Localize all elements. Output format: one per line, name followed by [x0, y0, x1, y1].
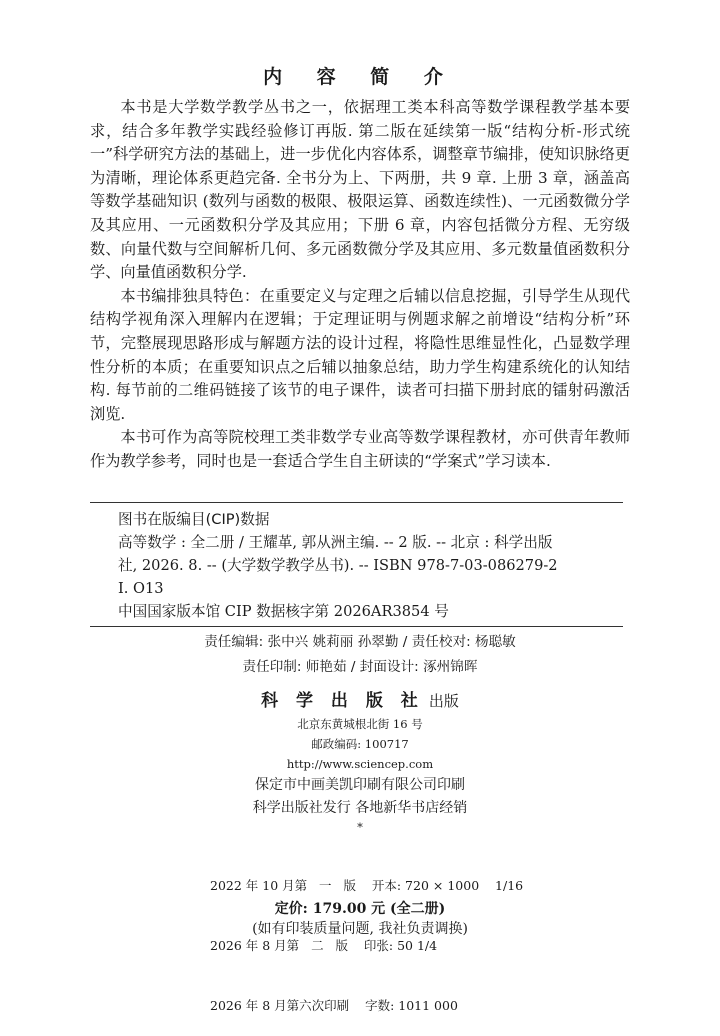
publisher-url: http://www.sciencep.com: [286, 757, 434, 771]
editors-line-1: 责任编辑: 张中兴 姚莉丽 孙翠勤 / 责任校对: 杨聪敏: [204, 634, 516, 650]
edition-line-3: 2026 年 8 月第六次印刷 字数: 1011 000: [210, 998, 458, 1013]
printer-name: 保定市中画美凯印刷有限公司印刷: [255, 777, 465, 793]
edition-line-2: 2026 年 8 月第 二 版 印张: 50 1/4: [210, 938, 438, 953]
publisher-address: 北京东黄城根北街 16 号: [297, 717, 423, 731]
cip-line-4: 中国国家版本馆 CIP 数据核字第 2026AR3854 号: [118, 603, 449, 620]
distribution-line: 科学出版社发行 各地新华书店经销: [252, 800, 468, 816]
publisher-suffix: 出版: [428, 692, 459, 710]
price-label: 定价: 179.00 元 (全二册): [274, 901, 446, 917]
intro-paragraph-1: 本书是大学数学教学丛书之一，依据理工类本科高等数学课程教学基本要求，结合多年教学实践经验修订再版. 第二版在延续第一版“结构分析-形式统一”科学研究方法的基础上，进一步优化内容体系，调整章节编排，使知识脉络更为清晰，理论体系更趋完备. 全书分为上、下两册，共 9 章. 上册 3 章，涵盖高等数学基础知识 (数列与函数的极限、极限运算、函数连续性)、一元函数微分学及其应用、一元函数积分学及其应用；下册 6 章，内容包括微分方程、无穷级数、向量代数与空间解析几何、多元函数微分学及其应用、多元数量值函数积分学、向量值函数积分学.: [90, 98, 630, 282]
cip-line-3: Ⅰ. O13: [118, 580, 164, 597]
cip-bottom-rule: [90, 626, 623, 627]
cip-line-1: 高等数学 : 全二册 / 王耀革, 郭从洲主编. -- 2 版. -- 北京 : 科学出版: [118, 534, 553, 551]
separator-star: *: [357, 820, 363, 834]
quality-notice: (如有印装质量问题, 我社负责调换): [252, 921, 468, 937]
publisher-block: [0, 688, 720, 834]
cip-line-2: 社, 2026. 8. -- (大学数学教学丛书). -- ISBN 978-7-03-086279-2: [118, 557, 558, 574]
editors-line-2: 责任印制: 师艳茹 / 封面设计: 涿州锦晖: [242, 659, 478, 675]
publisher-logo-text: 科 学 出 版 社: [261, 691, 424, 711]
cip-heading: 图书在版编目(CIP)数据: [118, 511, 270, 528]
cip-block: [118, 508, 638, 623]
intro-section: [90, 96, 630, 474]
cip-top-rule: [90, 502, 623, 503]
intro-paragraph-3: 本书可作为高等院校理工类非数学专业高等数学课程教材，亦可供青年教师作为教学参考，同时也是一套适合学生自主研读的“学案式”学习读本.: [90, 428, 630, 470]
edition-line-1: 2022 年 10 月第 一 版 开本: 720 × 1000 1/16: [210, 878, 524, 893]
page-title: 内 容 简 介: [263, 66, 457, 88]
intro-paragraph-2: 本书编排独具特色：在重要定义与定理之后辅以信息挖掘，引导学生从现代结构学视角深入理解内在逻辑；于定理证明与例题求解之前增设“结构分析”环节，完整展现思路形成与解题方法的设计过程，将隐性思维显性化，凸显数学理性分析的本质；在重要知识点之后辅以抽象总结，助力学生构建系统化的认知结构. 每节前的二维码链接了该节的电子课件，读者可扫描下册封底的镭射码激活浏览.: [90, 286, 630, 423]
publisher-postcode: 邮政编码: 100717: [311, 737, 409, 751]
editors-block: [0, 630, 720, 680]
